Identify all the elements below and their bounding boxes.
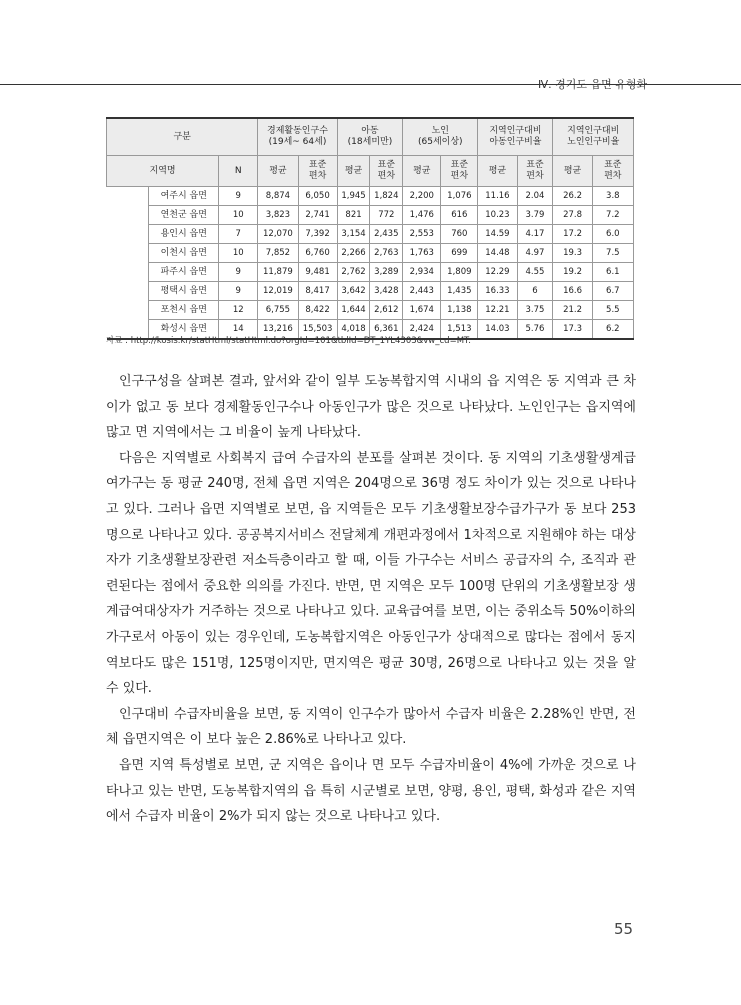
- value-cell: 1,809: [441, 263, 478, 282]
- region-name-cell: 연천군 읍면: [149, 206, 219, 225]
- table-row: [107, 187, 634, 206]
- header-region-name: 지역명: [107, 156, 219, 187]
- value-cell: 4,018: [337, 320, 370, 340]
- value-cell: 16.33: [478, 282, 517, 301]
- value-cell: 2,763: [370, 244, 403, 263]
- value-cell: 7,852: [258, 244, 298, 263]
- indent-cell: [107, 282, 149, 301]
- header-mean: 평균: [337, 156, 370, 187]
- value-cell: 8,874: [258, 187, 298, 206]
- value-cell: 2,200: [403, 187, 441, 206]
- value-cell: 7,392: [298, 225, 337, 244]
- n-cell: 10: [219, 206, 258, 225]
- value-cell: 3,289: [370, 263, 403, 282]
- header-mean: 평균: [403, 156, 441, 187]
- value-cell: 19.2: [553, 263, 592, 282]
- table-body: [107, 187, 634, 340]
- value-cell: 3,642: [337, 282, 370, 301]
- value-cell: 772: [370, 206, 403, 225]
- value-cell: 3.79: [517, 206, 553, 225]
- value-cell: 8,417: [298, 282, 337, 301]
- region-name-cell: 포천시 읍면: [149, 301, 219, 320]
- header-sd: 표준 편차: [370, 156, 403, 187]
- value-cell: 2.04: [517, 187, 553, 206]
- value-cell: 14.03: [478, 320, 517, 340]
- value-cell: 2,553: [403, 225, 441, 244]
- table-source-note: 자료 : http://kosis.kr/statHtml/statHtml.do?orgId=101&tblId=DT_1YL4303&vw_cd=MT.: [106, 336, 471, 346]
- value-cell: 6,050: [298, 187, 337, 206]
- value-cell: 13,216: [258, 320, 298, 340]
- paragraph: 인구구성을 살펴본 결과, 앞서와 같이 일부 도농복합지역 시내의 읍 지역은 동 지역과 큰 차이가 없고 동 보다 경제활동인구수나 아동인구가 많은 것으로 나타났다. 노인인구는 읍지역에 많고 면 지역에서는 그 비율이 높게 나타났다.: [106, 374, 636, 441]
- value-cell: 699: [441, 244, 478, 263]
- value-cell: 26.2: [553, 187, 592, 206]
- paragraph: 다음은 지역별로 사회복지 급여 수급자의 분포를 살펴본 것이다. 동 지역의 기초생활생계급여가구는 동 평균 240명, 전체 읍면 지역은 204명으로 36명 정도 차이가 있는 것으로 나타나고 있다. 그러나 읍면 지역별로 보면, 읍 지역들은 모두 기초생활보장수급가구가 동 보다 253명으로 나타나고 있다. 공공복지서비스 전달체계 개편과정에서 1차적으로 지원해야 하는 대상자가 기초생활보장관련 저소득층이라고 할 때, 이들 가구수는 서비스 공급자의 수, 조직과 관련된다는 점에서 중요한 의의를 가진다. 반면, 면 지역은 모두 100명 단위의 기초생활보장 생계급여대상자가 거주하는 것으로 나타나고 있다. 교육급여를 보면, 이는 중위소득 50%이하의 가구로서 아동이 있는 경우인데, 도농복합지역은 아동인구가 상대적으로 많다는 점에서 동지역보다도 많은 151명, 125명이지만, 면지역은 평균 30명, 26명으로 나타나고 있는 것을 알 수 있다.: [106, 450, 636, 697]
- value-cell: 14.59: [478, 225, 517, 244]
- value-cell: 6.1: [592, 263, 633, 282]
- value-cell: 12.21: [478, 301, 517, 320]
- body-text: [106, 369, 636, 830]
- value-cell: 6,760: [298, 244, 337, 263]
- header-mean: 평균: [478, 156, 517, 187]
- header-category: 구분: [107, 118, 258, 156]
- value-cell: 2,424: [403, 320, 441, 340]
- value-cell: 3,154: [337, 225, 370, 244]
- table-row: [107, 225, 634, 244]
- value-cell: 12,070: [258, 225, 298, 244]
- indent-cell: [107, 206, 149, 225]
- n-cell: 14: [219, 320, 258, 340]
- value-cell: 7.5: [592, 244, 633, 263]
- value-cell: 821: [337, 206, 370, 225]
- header-sd: 표준 편차: [592, 156, 633, 187]
- indent-cell: [107, 244, 149, 263]
- value-cell: 1,076: [441, 187, 478, 206]
- value-cell: 3,823: [258, 206, 298, 225]
- value-cell: 4.17: [517, 225, 553, 244]
- page-number: 55: [614, 920, 634, 938]
- n-cell: 9: [219, 187, 258, 206]
- value-cell: 2,266: [337, 244, 370, 263]
- table-row: [107, 263, 634, 282]
- value-cell: 7.2: [592, 206, 633, 225]
- value-cell: 9,481: [298, 263, 337, 282]
- header-sd: 표준 편차: [441, 156, 478, 187]
- header-child-ratio: 지역인구대비 아동인구비율: [478, 118, 553, 156]
- table-row: [107, 282, 634, 301]
- statistics-table-wrapper: [106, 117, 634, 340]
- indent-cell: [107, 187, 149, 206]
- region-name-cell: 여주시 읍면: [149, 187, 219, 206]
- value-cell: 2,612: [370, 301, 403, 320]
- header-children: 아동 (18세미만): [337, 118, 403, 156]
- value-cell: 8,422: [298, 301, 337, 320]
- value-cell: 2,934: [403, 263, 441, 282]
- value-cell: 21.2: [553, 301, 592, 320]
- paragraph: 읍면 지역 특성별로 보면, 군 지역은 읍이나 면 모두 수급자비율이 4%에 가까운 것으로 나타나고 있는 반면, 도농복합지역의 읍 특히 시군별로 보면, 양평, 용인, 평택, 화성과 같은 지역에서 수급자 비율이 2%가 되지 않는 것으로 나타나고 있다.: [106, 757, 636, 825]
- header-working-age: 경제활동인구수 (19세~ 64세): [258, 118, 337, 156]
- value-cell: 1,138: [441, 301, 478, 320]
- header-mean: 평균: [258, 156, 298, 187]
- region-name-cell: 평택시 읍면: [149, 282, 219, 301]
- value-cell: 16.6: [553, 282, 592, 301]
- table-row: [107, 301, 634, 320]
- value-cell: 5.76: [517, 320, 553, 340]
- value-cell: 3.75: [517, 301, 553, 320]
- value-cell: 17.3: [553, 320, 592, 340]
- value-cell: 15,503: [298, 320, 337, 340]
- value-cell: 1,824: [370, 187, 403, 206]
- indent-cell: [107, 301, 149, 320]
- value-cell: 11,879: [258, 263, 298, 282]
- value-cell: 6: [517, 282, 553, 301]
- value-cell: 19.3: [553, 244, 592, 263]
- chapter-header: Ⅳ. 경기도 읍면 유형화: [538, 78, 648, 91]
- value-cell: 10.23: [478, 206, 517, 225]
- indent-cell: [107, 263, 149, 282]
- header-rule: [0, 84, 522, 85]
- value-cell: 2,762: [337, 263, 370, 282]
- value-cell: 1,674: [403, 301, 441, 320]
- header-elderly: 노인 (65세이상): [403, 118, 478, 156]
- value-cell: 6.0: [592, 225, 633, 244]
- header-n: N: [219, 156, 258, 187]
- header-sd: 표준 편차: [298, 156, 337, 187]
- value-cell: 4.97: [517, 244, 553, 263]
- indent-cell: [107, 225, 149, 244]
- value-cell: 1,763: [403, 244, 441, 263]
- value-cell: 1,513: [441, 320, 478, 340]
- value-cell: 14.48: [478, 244, 517, 263]
- value-cell: 3.8: [592, 187, 633, 206]
- value-cell: 6.7: [592, 282, 633, 301]
- value-cell: 4.55: [517, 263, 553, 282]
- region-name-cell: 화성시 읍면: [149, 320, 219, 340]
- value-cell: 27.8: [553, 206, 592, 225]
- value-cell: 2,741: [298, 206, 337, 225]
- value-cell: 1,945: [337, 187, 370, 206]
- region-name-cell: 이천시 읍면: [149, 244, 219, 263]
- header-mean: 평균: [553, 156, 592, 187]
- value-cell: 17.2: [553, 225, 592, 244]
- n-cell: 9: [219, 263, 258, 282]
- value-cell: 1,644: [337, 301, 370, 320]
- value-cell: 6,361: [370, 320, 403, 340]
- value-cell: 616: [441, 206, 478, 225]
- value-cell: 5.5: [592, 301, 633, 320]
- n-cell: 9: [219, 282, 258, 301]
- value-cell: 3,428: [370, 282, 403, 301]
- statistics-table: [106, 117, 634, 340]
- paragraph: 인구대비 수급자비율을 보면, 동 지역이 인구수가 많아서 수급자 비율은 2.28%인 반면, 전체 읍면지역은 이 보다 높은 2.86%로 나타나고 있다.: [106, 706, 636, 748]
- value-cell: 6.2: [592, 320, 633, 340]
- table-row: [107, 244, 634, 263]
- header-elderly-ratio: 지역인구대비 노인인구비율: [553, 118, 634, 156]
- n-cell: 10: [219, 244, 258, 263]
- value-cell: 1,476: [403, 206, 441, 225]
- value-cell: 2,435: [370, 225, 403, 244]
- value-cell: 6,755: [258, 301, 298, 320]
- n-cell: 7: [219, 225, 258, 244]
- header-sd: 표준 편차: [517, 156, 553, 187]
- value-cell: 760: [441, 225, 478, 244]
- value-cell: 2,443: [403, 282, 441, 301]
- value-cell: 12,019: [258, 282, 298, 301]
- value-cell: 1,435: [441, 282, 478, 301]
- n-cell: 12: [219, 301, 258, 320]
- region-name-cell: 파주시 읍면: [149, 263, 219, 282]
- table-row: [107, 206, 634, 225]
- region-name-cell: 용인시 읍면: [149, 225, 219, 244]
- value-cell: 11.16: [478, 187, 517, 206]
- value-cell: 12.29: [478, 263, 517, 282]
